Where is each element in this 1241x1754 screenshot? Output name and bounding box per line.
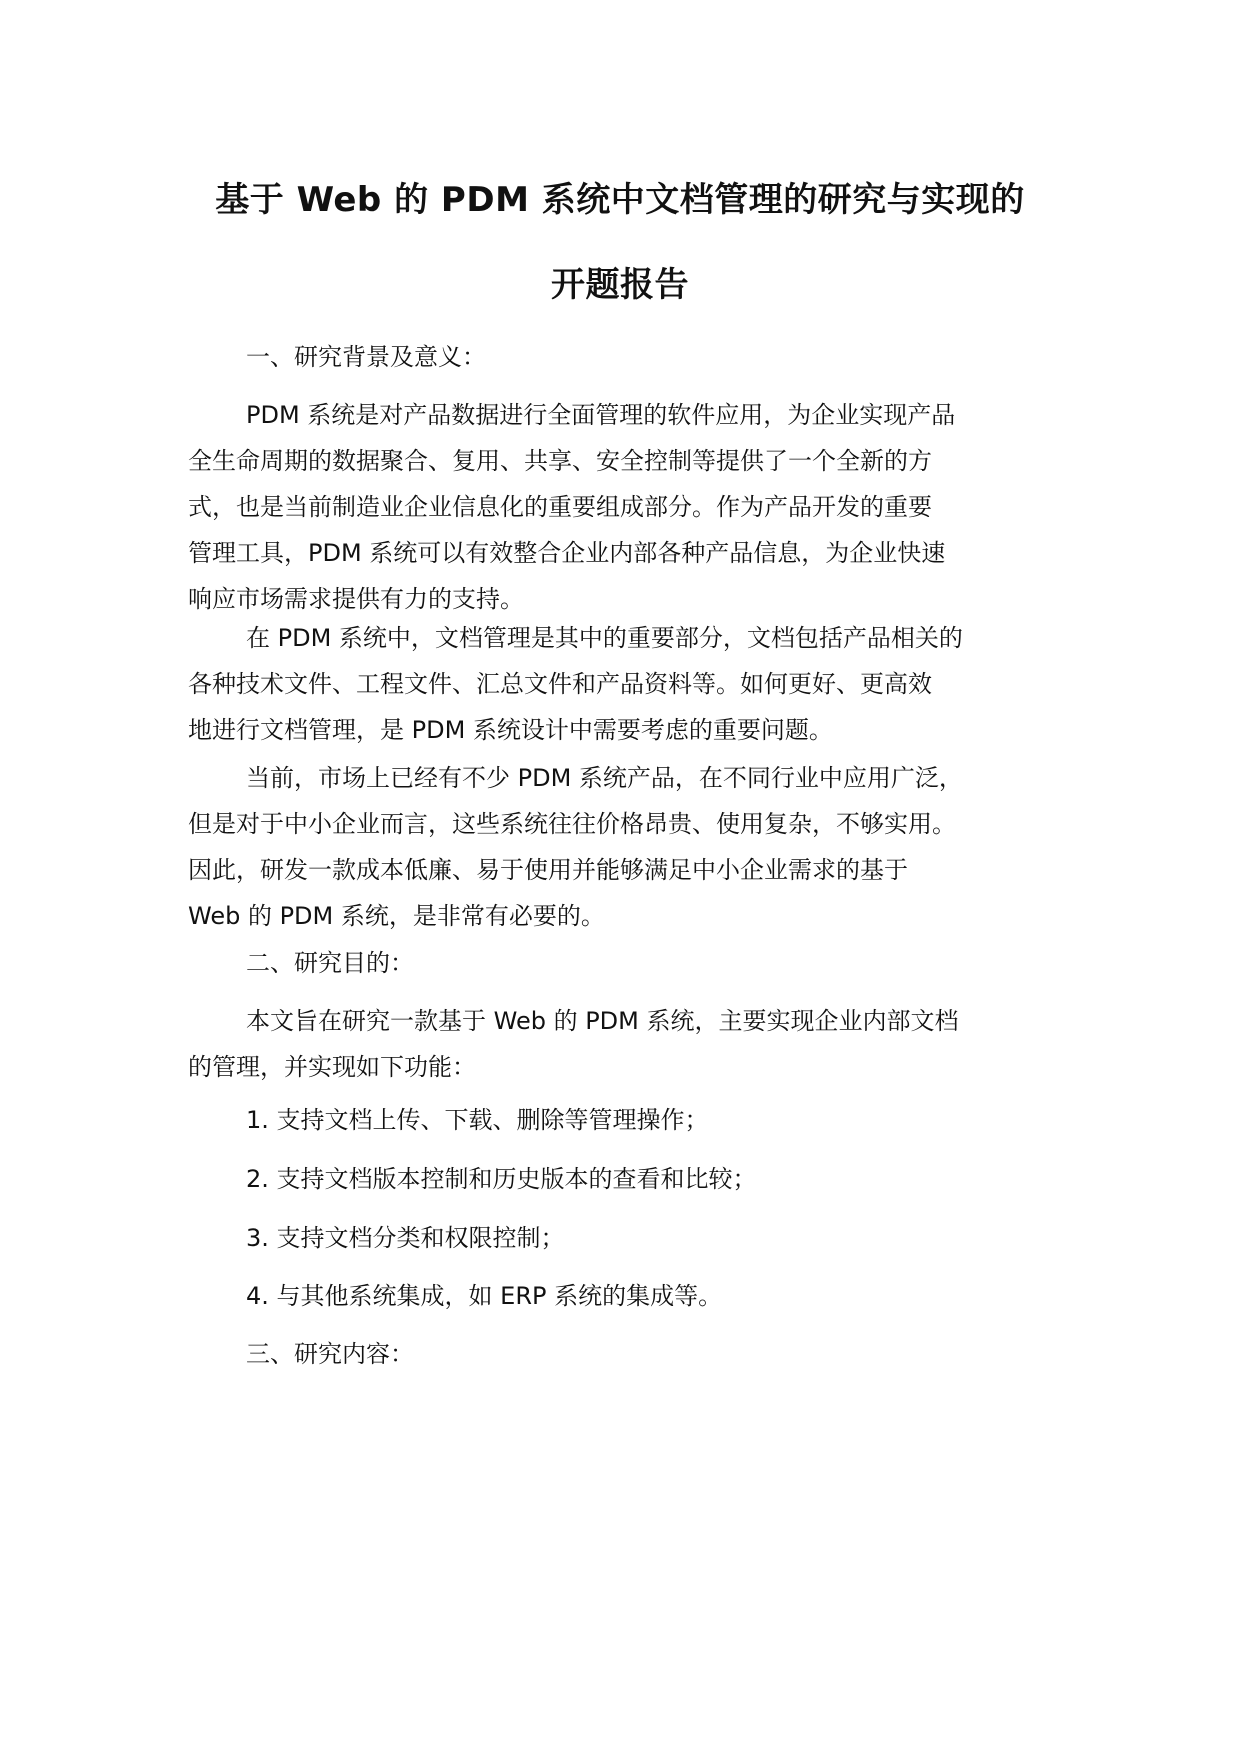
list-item: 3. 支持文档分类和权限控制； <box>246 1224 565 1252</box>
paragraph-line: 的管理，并实现如下功能： <box>188 1053 476 1081</box>
paragraph-line: 响应市场需求提供有力的支持。 <box>188 585 524 613</box>
paragraph-line: 在 PDM 系统中，文档管理是其中的重要部分，文档包括产品相关的 <box>246 624 963 652</box>
paragraph-line: Web 的 PDM 系统，是非常有必要的。 <box>188 902 605 930</box>
paragraph-line: PDM 系统是对产品数据进行全面管理的软件应用，为企业实现产品 <box>246 401 956 429</box>
paragraph-market <box>188 755 1068 939</box>
list-item: 2. 支持文档版本控制和历史版本的查看和比较； <box>246 1165 757 1193</box>
paragraph-document-management <box>188 615 1068 753</box>
paragraph-line: 因此，研发一款成本低廉、易于使用并能够满足中小企业需求的基于 <box>188 856 908 884</box>
section-heading-purpose: 二、研究目的： <box>246 949 414 977</box>
section1-heading-block <box>188 334 1068 380</box>
paragraph-line: 式，也是当前制造业企业信息化的重要组成部分。作为产品开发的重要 <box>188 493 932 521</box>
paragraph-line: 管理工具，PDM 系统可以有效整合企业内部各种产品信息，为企业快速 <box>188 539 946 567</box>
paragraph-line: 各种技术文件、工程文件、汇总文件和产品资料等。如何更好、更高效 <box>188 670 932 698</box>
list-item: 1. 支持文档上传、下载、删除等管理操作； <box>246 1106 709 1134</box>
section3-heading-block <box>188 1331 1068 1377</box>
section-heading-background: 一、研究背景及意义： <box>246 343 486 371</box>
paragraph-line: 全生命周期的数据聚合、复用、共享、安全控制等提供了一个全新的方 <box>188 447 932 475</box>
document-title-line1: 基于 Web 的 PDM 系统中文档管理的研究与实现的 <box>215 180 1025 220</box>
paragraph-line: 当前，市场上已经有不少 PDM 系统产品，在不同行业中应用广泛， <box>246 764 963 792</box>
section2-heading-block <box>188 940 1068 986</box>
paragraph-line: 但是对于中小企业而言，这些系统往往价格昂贵、使用复杂，不够实用。 <box>188 810 956 838</box>
feature-list-item <box>188 1097 1068 1143</box>
paragraph-background <box>188 392 1068 622</box>
paragraph-line: 地进行文档管理，是 PDM 系统设计中需要考虑的重要问题。 <box>188 716 833 744</box>
document-title-line2: 开题报告 <box>551 265 689 305</box>
feature-list-item <box>188 1215 1068 1261</box>
feature-list-item <box>188 1156 1068 1202</box>
section-heading-content: 三、研究内容： <box>246 1340 414 1368</box>
feature-list-item <box>188 1273 1068 1319</box>
list-item: 4. 与其他系统集成，如 ERP 系统的集成等。 <box>246 1282 723 1310</box>
paragraph-line: 本文旨在研究一款基于 Web 的 PDM 系统，主要实现企业内部文档 <box>246 1007 959 1035</box>
paragraph-purpose <box>188 998 1068 1090</box>
